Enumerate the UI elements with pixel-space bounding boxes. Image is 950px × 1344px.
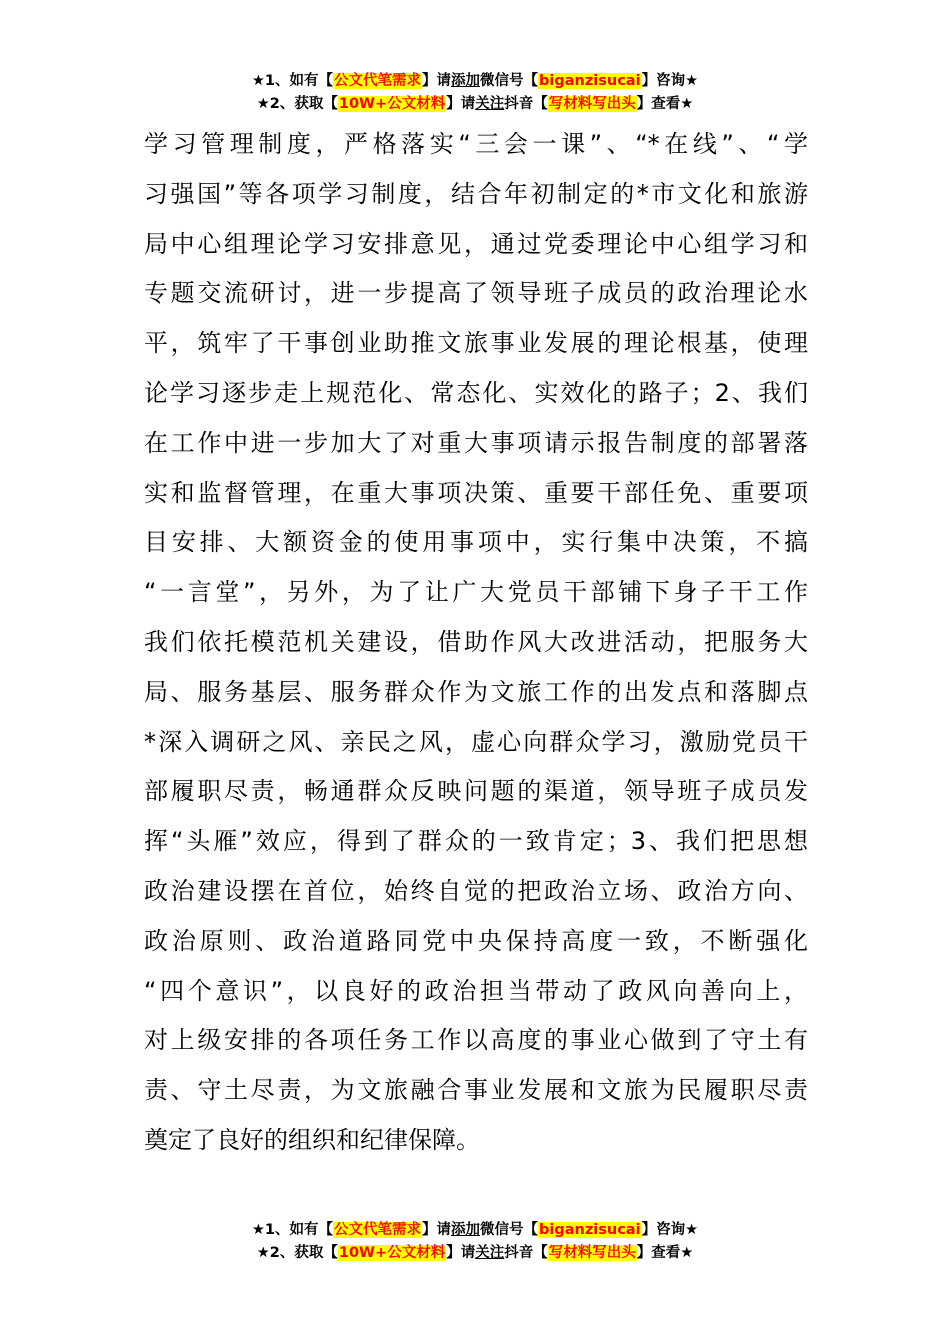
promo-prefix: ★2、获取【 bbox=[256, 1245, 338, 1261]
body-line: 政治建设摆在首位，始终自觉的把政治立场、政治方向、 bbox=[144, 876, 808, 905]
promo-underlined: 关注 bbox=[475, 1245, 505, 1261]
promo-underlined: 关注 bbox=[475, 96, 505, 112]
body-line: 挥“头雁”效应，得到了群众的一致肯定；3、我们把思想 bbox=[144, 827, 808, 856]
body-line: 政治原则、政治道路同党中央保持高度一致，不断强化 bbox=[144, 926, 808, 955]
body-line: “四个意识”，以良好的政治担当带动了政风向善向上， bbox=[144, 976, 808, 1005]
promo-line-1 bbox=[0, 70, 950, 93]
promo-underlined: 添加 bbox=[451, 1222, 481, 1238]
body-line: 奠定了良好的组织和纪律保障。 bbox=[144, 1125, 480, 1154]
body-line: 局、服务基层、服务群众作为文旅工作的出发点和落脚点 bbox=[144, 677, 808, 706]
body-line: 目安排、大额资金的使用事项中，实行集中决策，不搞 bbox=[144, 528, 808, 557]
body-line: 专题交流研讨，进一步提高了领导班子成员的政治理论水 bbox=[144, 279, 808, 308]
body-line: 责、守土尽责，为文旅融合事业发展和文旅为民履职尽责 bbox=[144, 1076, 808, 1105]
promo-header bbox=[0, 70, 950, 116]
promo-line-1 bbox=[0, 1219, 950, 1242]
document-body bbox=[144, 120, 808, 1166]
body-line: 论学习逐步走上规范化、常态化、实效化的路子；2、我们 bbox=[144, 378, 808, 407]
promo-text: 抖音【 bbox=[504, 1245, 548, 1261]
promo-highlight-materials: 10W+公文材料 bbox=[338, 1245, 446, 1261]
promo-highlight-service: 公文代笔需求 bbox=[334, 73, 422, 89]
body-line: 我们依托模范机关建设，借助作风大改进活动，把服务大 bbox=[144, 627, 808, 656]
promo-text: 】请 bbox=[422, 1222, 452, 1238]
promo-highlight-douyin: 写材料写出头 bbox=[548, 1245, 636, 1261]
promo-highlight-wechat-id: biganzisucai bbox=[539, 73, 641, 89]
promo-text: 微信号【 bbox=[480, 1222, 539, 1238]
promo-prefix: ★1、如有【 bbox=[251, 73, 334, 89]
body-line: 在工作中进一步加大了对重大事项请示报告制度的部署落 bbox=[144, 428, 808, 457]
body-line: *深入调研之风、亲民之风，虚心向群众学习，激励党员干 bbox=[144, 727, 808, 756]
body-line: 平，筑牢了干事创业助推文旅事业发展的理论根基，使理 bbox=[144, 329, 808, 358]
body-line: 实和监督管理，在重大事项决策、重要干部任免、重要项 bbox=[144, 478, 808, 507]
body-line: 局中心组理论学习安排意见，通过党委理论中心组学习和 bbox=[144, 229, 808, 258]
promo-suffix: 】咨询★ bbox=[641, 1222, 699, 1238]
promo-prefix: ★1、如有【 bbox=[251, 1222, 334, 1238]
promo-prefix: ★2、获取【 bbox=[256, 96, 338, 112]
promo-line-2 bbox=[0, 93, 950, 116]
promo-highlight-service: 公文代笔需求 bbox=[334, 1222, 422, 1238]
promo-suffix: 】查看★ bbox=[636, 1245, 694, 1261]
promo-suffix: 】咨询★ bbox=[641, 73, 699, 89]
promo-suffix: 】查看★ bbox=[636, 96, 694, 112]
promo-underlined: 添加 bbox=[451, 73, 481, 89]
body-line: 部履职尽责，畅通群众反映问题的渠道，领导班子成员发 bbox=[144, 777, 808, 806]
promo-text: 微信号【 bbox=[480, 73, 539, 89]
body-line: 学习管理制度，严格落实“三会一课”、“*在线”、“学 bbox=[144, 130, 808, 158]
promo-text: 】请 bbox=[446, 96, 476, 112]
promo-footer bbox=[0, 1219, 950, 1265]
promo-highlight-materials: 10W+公文材料 bbox=[338, 96, 446, 112]
body-line: 对上级安排的各项任务工作以高度的事业心做到了守土有 bbox=[144, 1026, 808, 1055]
promo-text: 抖音【 bbox=[504, 96, 548, 112]
promo-highlight-wechat-id: biganzisucai bbox=[539, 1222, 641, 1238]
body-line: 习强国”等各项学习制度，结合年初制定的*市文化和旅游 bbox=[144, 179, 808, 208]
promo-text: 】请 bbox=[446, 1245, 476, 1261]
promo-highlight-douyin: 写材料写出头 bbox=[548, 96, 636, 112]
promo-text: 】请 bbox=[422, 73, 452, 89]
promo-line-2 bbox=[0, 1242, 950, 1265]
body-line: “一言堂”，另外，为了让广大党员干部铺下身子干工作 bbox=[144, 578, 808, 607]
